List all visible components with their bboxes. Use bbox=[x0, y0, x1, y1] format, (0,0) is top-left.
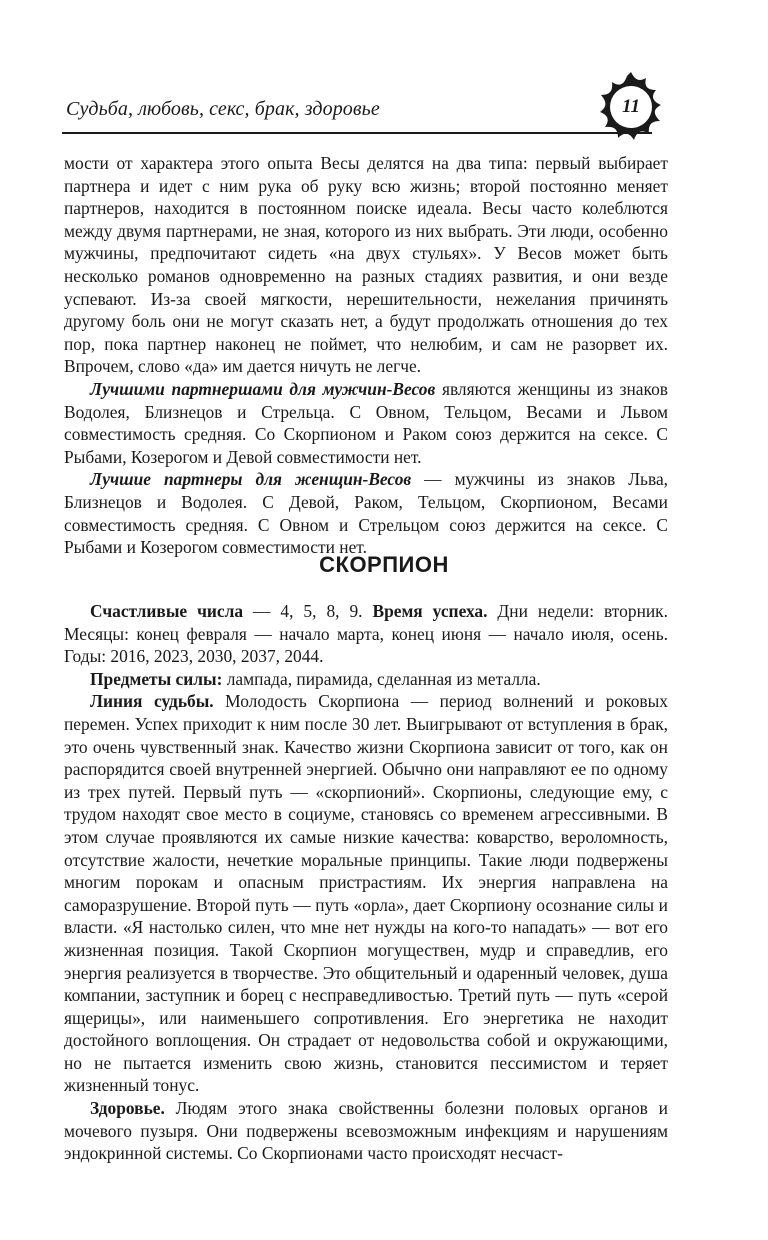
paragraph bbox=[64, 378, 668, 468]
section-heading: СКОРПИОН bbox=[319, 552, 449, 577]
paragraph bbox=[64, 690, 668, 1097]
page-number-badge bbox=[594, 70, 668, 144]
paragraph: мости от характера этого опыта Весы делятся на два типа: первый выбирает партнера и идет с ним рука об руку всю жизнь; второй постоянно меняет партнеров, находится в постоянном поиске идеала. Весы часто колеблются между двумя партнерами, не зная, которого из них выбрать. Эти люди, особенно мужчины, предпочитают сидеть «на двух стульях». У Весов может быть несколько романов одновременно на разных стадиях развития, и они везде успевают. Из-за своей мягкости, нерешительности, нежелания причинять другому боль они не могут сказать нет, а будут продолжать отношения до тех пор, пока партнер наконец не поймет, что нелюбим, и сам не разорвет их. Впрочем, слово «да» им дается ничуть не легче. bbox=[64, 153, 668, 377]
header-rule bbox=[62, 132, 652, 134]
paragraph-lead: Здоровье. bbox=[90, 1098, 165, 1119]
running-title: Судьба, любовь, секс, брак, здоровье bbox=[66, 98, 380, 120]
paragraph bbox=[64, 668, 668, 691]
paragraph-lead: Счастливые числа bbox=[90, 601, 244, 621]
paragraph-text: — 4, 5, 8, 9. bbox=[243, 601, 373, 621]
paragraph bbox=[64, 1097, 668, 1165]
scorpio-text-block bbox=[64, 600, 668, 1165]
paragraph-lead: Лучшими партнершами для мужчин-Весов bbox=[90, 378, 436, 399]
paragraph-text: Молодость Скорпиона — период волнений и роковых перемен. Успех приходит к ним после 30 лет. Выигрывают от вступления в брак, это очень чувственный знак. Качество жизни Скорпиона зависит от того, как он распорядится своей внутренней энергией. Обычно они направляют ее по одному из трех путей. Первый путь — «скорпионий». Скорпионы, следующие ему, с трудом находят свое место в социуме, становясь со временем агрессивными. В этом случае проявляются их самые низкие качества: коварство, вероломность, отсутствие жалости, нечеткие моральные принципы. Такие люди подвержены многим порокам и опасным пристрастиям. Их энергия направлена на саморазрушение. Второй путь — путь «орла», дает Скорпиону осознание силы и власти. «Я настолько силен, что мне нет нужды на кого-то нападать» — вот его жизненная позиция. Такой Скорпион могуществен, мудр и справедлив, его энергия реализуется в творчестве. Это общительный и одаренный человек, душа компании, заступник и борец с несправедливостью. Третий путь — путь «серой ящерицы», или наименьшего сопротивления. Его энергетика не находит достойного воплощения. Он страдает от недовольства собой и окружающими, но не пытается изменить свою жизнь, становится пессимистом и теряет жизненный тонус. bbox=[64, 691, 668, 1096]
paragraph bbox=[64, 600, 668, 668]
paragraph-text: лампада, пирамида, сделанная из металла. bbox=[222, 668, 541, 689]
paragraph-text: Дни недели: вторник. Месяцы: конец февраля — начало марта, конец июня — начало июля, осень. Годы: 2016, 2023, 2030, 2037, 2044. bbox=[64, 601, 668, 667]
page-number: 11 bbox=[622, 96, 640, 117]
paragraph-text: — мужчины из знаков Льва, Близнецов и Водолея. С Девой, Раком, Тельцом, Скорпионом, Весами совместимость средняя. С Овном и Стрельцом союз держится на сексе. С Рыбами и Козерогом совместимости нет. bbox=[64, 469, 669, 558]
paragraph-lead: Линия судьбы. bbox=[90, 691, 214, 712]
page-header bbox=[62, 78, 674, 138]
paragraph-lead: Время успеха. bbox=[372, 601, 488, 621]
libra-text-block bbox=[64, 152, 668, 559]
paragraph-text: Людям этого знака свойственны болезни половых органов и мочевого пузыря. Они подвержены всевозможным инфекциям и нарушениям эндокринной системы. Со Скорпионами часто происходят несчаст- bbox=[64, 1098, 668, 1164]
paragraph-lead: Предметы силы: bbox=[90, 668, 223, 689]
paragraph bbox=[64, 468, 668, 558]
paragraph-lead: Лучшие партнеры для женщин-Весов bbox=[90, 469, 412, 490]
paragraph-text: являются женщины из знаков Водолея, Близнецов и Стрельца. С Овном, Тельцом, Весами и Львом совместимость средняя. Со Скорпионом и Раком союз держится на сексе. С Рыбами, Козерогом и Девой совместимости нет. bbox=[64, 378, 669, 467]
